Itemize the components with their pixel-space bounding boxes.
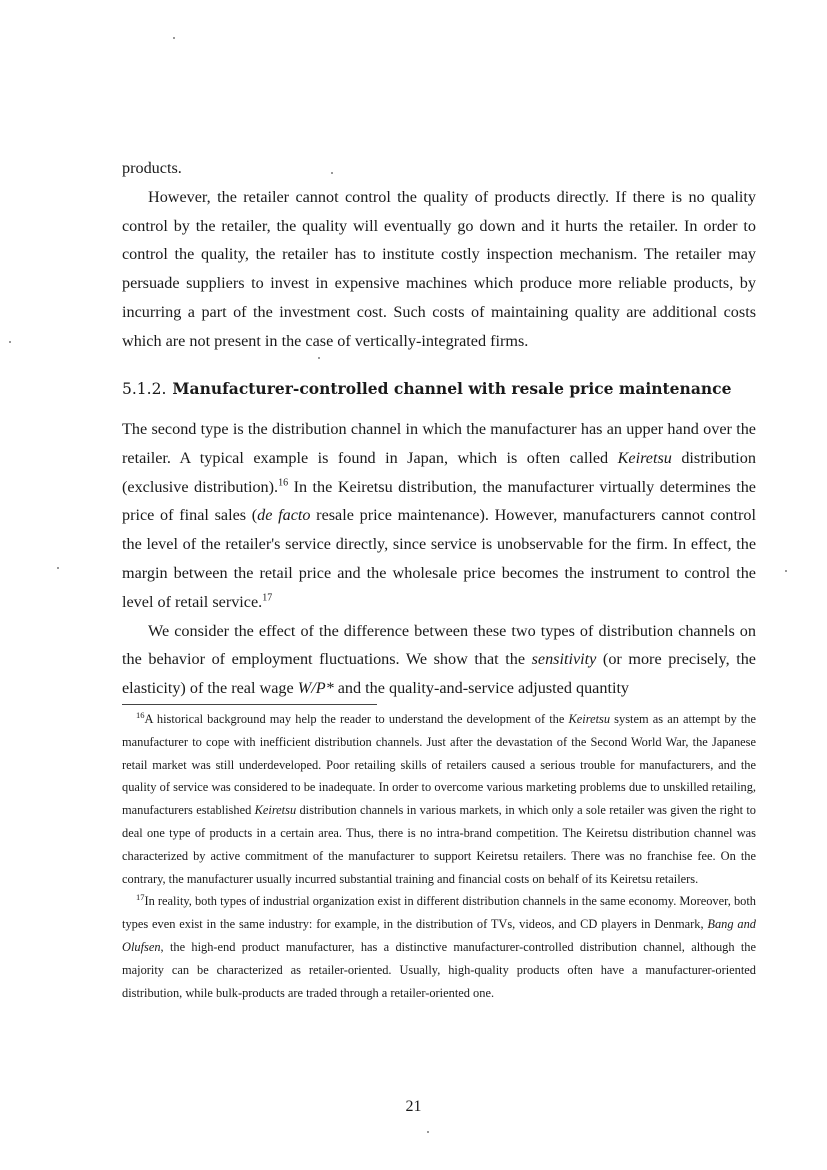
paragraph-keiretsu: [122, 415, 756, 617]
main-text-lower: [122, 415, 756, 703]
text-run: distribution channels in various markets, in which only a sole retailer was given the right to deal one type of products in a certain area. Thus, there is no intra-brand competition. The Keiretsu distribution channel was characterized by active commitment of the manufacturer to support Keiretsu retailers. There was no franchise fee. On the contrary, the manufacturer usually incurred substantial training and financial costs on behalf of its Keiretsu retailers.: [122, 803, 756, 886]
keiretsu-term: Keiretsu: [617, 448, 672, 467]
sensitivity-term: sensitivity: [531, 650, 597, 669]
scan-speck: [57, 567, 59, 569]
text-run: In reality, both types of industrial organization exist in different distribution channels in the same economy. Moreover, both types even exist in the same industry: for example, in the distribution of TVs, videos, and CD players in Denmark,: [122, 894, 756, 932]
text-run: system as an attempt by the manufacturer to cope with inefficient distribution channels. Just after the devastation of the Second World War, the Japanese retail market was still underdeveloped. Poor retailing skills of retailers caused a serious trouble for manufacturers, and the quality of service was considered to be inadequate. In order to overcome various marketing problems due to unskilled retailing, manufacturers established: [122, 712, 756, 818]
page-number: 21: [405, 1098, 422, 1115]
footnote-mark-17: 17: [136, 892, 145, 903]
scan-speck: [427, 1131, 429, 1133]
text-run: resale price maintenance). However, manufacturers cannot control the level of the retailer's service directly, since service is unobservable for the firm. In effect, the margin between the retail price and the wholesale price becomes the instrument to control the level of retail service.: [122, 506, 756, 611]
paragraph-quality-control: However, the retailer cannot control the quality of products directly. If there is no quality control by the retailer, the quality will eventually go down and it hurts the retailer. In order to control the quality, the retailer has to institute costly inspection mechanism. The retailer may persuade suppliers to invest in expensive machines which produce more reliable products, by incurring a part of the investment cost. Such costs of maintaining quality are additional costs which are not present in the case of vertically-integrated firms.: [122, 187, 756, 350]
main-text-upper: [122, 154, 756, 356]
section-title: Manufacturer-controlled channel with resale price maintenance: [172, 379, 732, 398]
brand-name: Bang and Olufsen: [122, 917, 756, 954]
scan-speck: [9, 341, 11, 343]
text-run: We consider the effect of the difference between these two types of distribution channels on the behavior of employment fluctuations. We show that the: [122, 621, 756, 669]
footnotes: [122, 708, 756, 1004]
carry-over-line: products.: [122, 159, 182, 177]
paragraph-employment: [122, 617, 756, 703]
scan-speck: [173, 37, 175, 39]
footnote-ref-16: 16: [278, 477, 289, 489]
text-run: (or more precisely, the elasticity) of the real wage: [122, 650, 756, 698]
footnote-mark-16: 16: [136, 709, 145, 720]
footnote-16: [122, 708, 756, 890]
footnote-17: [122, 890, 756, 1004]
text-run: distribution (exclusive distribution).: [122, 448, 756, 496]
keiretsu-term: Keiretsu: [254, 803, 297, 818]
text-run: and the quality-and-service adjusted quantity: [333, 679, 630, 698]
scan-speck: [331, 172, 333, 174]
de-facto-term: de facto: [257, 506, 311, 525]
text-run: The second type is the distribution channel in which the manufacturer has an upper hand over the retailer. A typical example is found in Japan, which is often called: [122, 420, 756, 467]
scan-speck: [785, 570, 787, 572]
text-run: A historical background may help the reader to understand the development of the: [144, 712, 569, 726]
text-run: In the Keiretsu distribution, the manufacturer virtually determines the price of final sales (: [122, 477, 756, 525]
footnote-ref-17: 17: [262, 592, 273, 604]
scan-speck: [318, 357, 320, 359]
keiretsu-term: Keiretsu: [568, 712, 611, 726]
footnote-rule: [122, 704, 377, 705]
section-heading: [122, 377, 762, 401]
section-number: 5.1.2.: [122, 380, 167, 398]
real-wage-math: W/P*: [297, 679, 334, 698]
text-run: , the high-end product manufacturer, has a distinctive manufacturer-controlled distribution channel, although the majority can be characterized as retailer-oriented. Usually, high-quality products often have a manufacturer-oriented distribution, while bulk-products are traded through a retailer-oriented one.: [122, 939, 756, 1000]
